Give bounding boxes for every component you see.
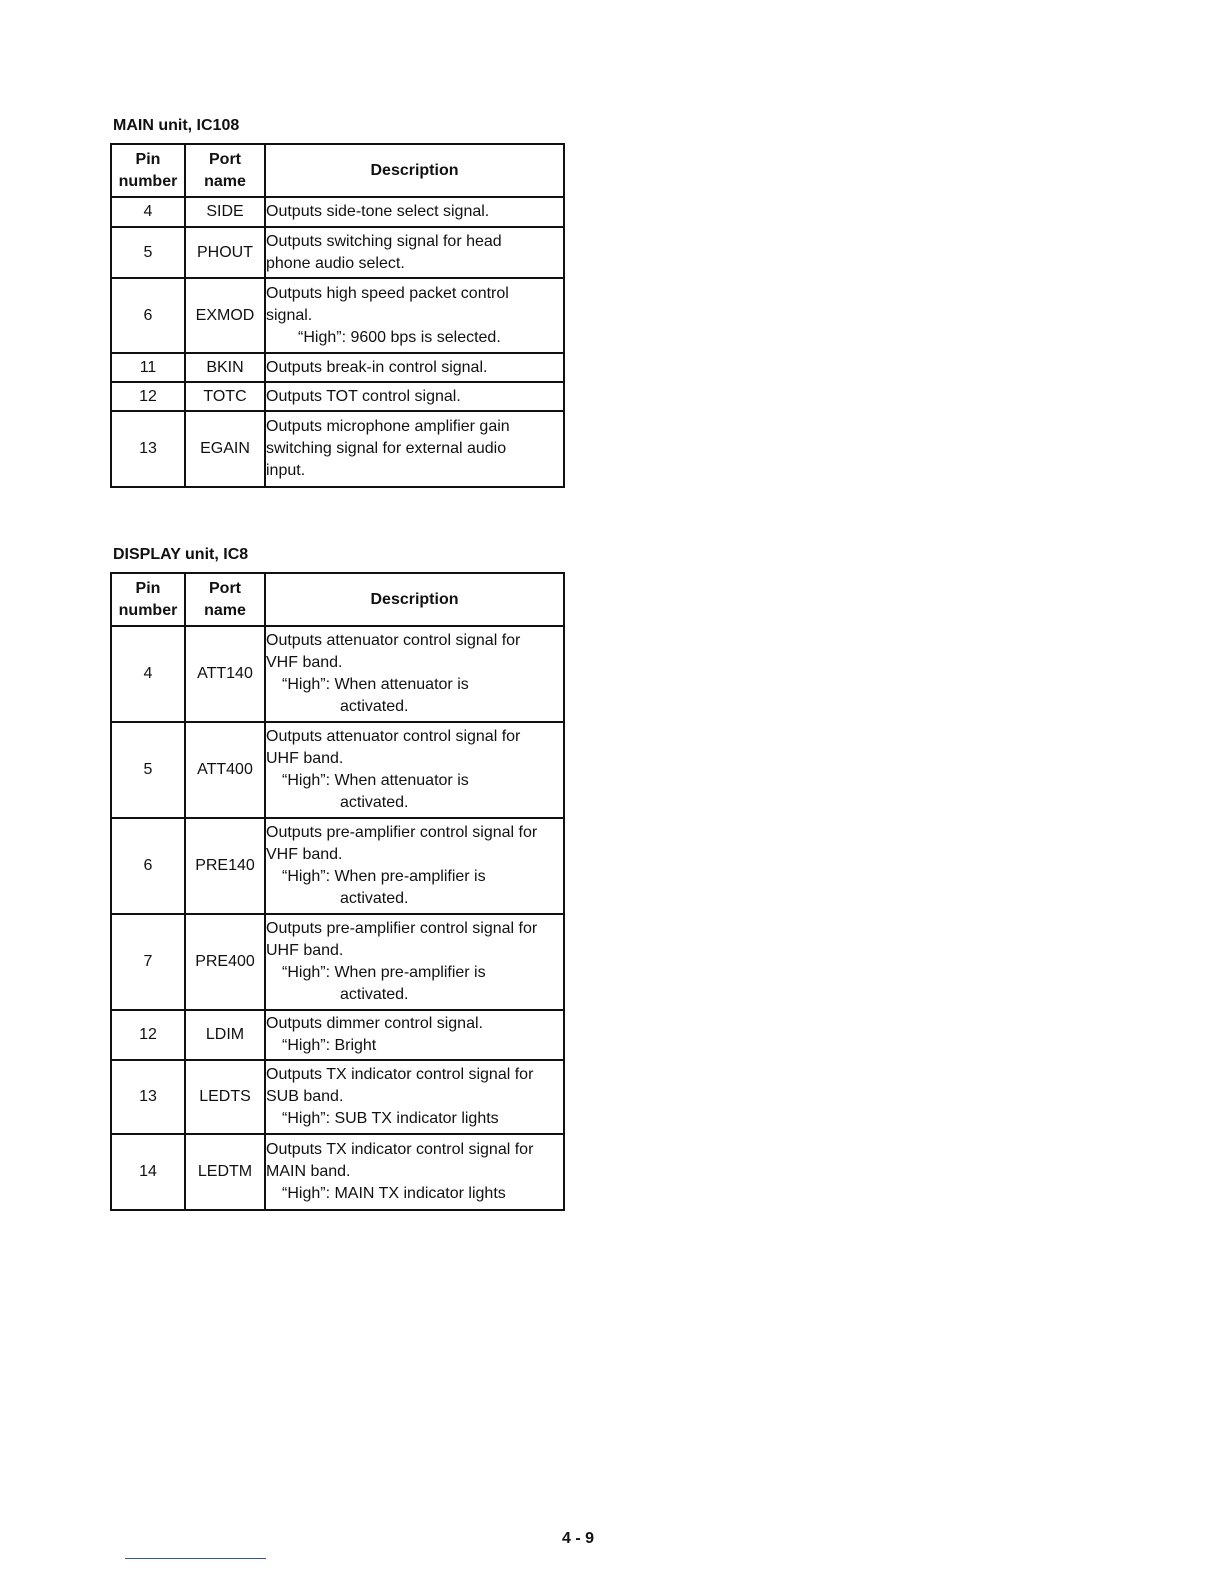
main-unit-table bbox=[110, 143, 565, 488]
table-row bbox=[111, 1010, 564, 1060]
pin-number: 5 bbox=[111, 227, 185, 278]
port-name: TOTC bbox=[185, 382, 265, 411]
pin-number: 13 bbox=[111, 411, 185, 487]
pin-number: 11 bbox=[111, 353, 185, 382]
pin-number-header: Pin number bbox=[111, 144, 185, 197]
high-condition: “High”: 9600 bps is selected. bbox=[298, 328, 501, 346]
table-row bbox=[111, 818, 564, 914]
description-header: Description bbox=[265, 144, 564, 197]
table-row bbox=[111, 197, 564, 227]
description: Outputs pre-amplifier control signal for VHF band. “High”: When pre-amplifier is activated. bbox=[265, 818, 564, 914]
port-name: ATT140 bbox=[185, 626, 265, 722]
port-name: LEDTS bbox=[185, 1060, 265, 1134]
table-row bbox=[111, 411, 564, 487]
table-row bbox=[111, 353, 564, 382]
high-condition: “High”: SUB TX indicator lights bbox=[282, 1110, 499, 1127]
table-row bbox=[111, 626, 564, 722]
pin-number: 13 bbox=[111, 1060, 185, 1134]
port-name: LDIM bbox=[185, 1010, 265, 1060]
high-condition: “High”: When attenuator is activated. bbox=[282, 676, 469, 715]
table-row bbox=[111, 1060, 564, 1134]
port-name: EGAIN bbox=[185, 411, 265, 487]
pin-number: 14 bbox=[111, 1134, 185, 1210]
table-row bbox=[111, 722, 564, 818]
footer-rule bbox=[125, 1558, 266, 1559]
high-condition: “High”: When pre-amplifier is activated. bbox=[282, 868, 486, 907]
port-name: SIDE bbox=[185, 197, 265, 227]
port-name: PRE400 bbox=[185, 914, 265, 1010]
port-name-header: Port name bbox=[185, 573, 265, 626]
description-header: Description bbox=[265, 573, 564, 626]
high-condition: “High”: When attenuator is activated. bbox=[282, 772, 469, 811]
table-row bbox=[111, 278, 564, 353]
description: Outputs side-tone select signal. bbox=[265, 197, 564, 227]
pin-number: 4 bbox=[111, 197, 185, 227]
description: Outputs break-in control signal. bbox=[265, 353, 564, 382]
description: Outputs TOT control signal. bbox=[265, 382, 564, 411]
display-unit-table bbox=[110, 572, 565, 1211]
high-condition: “High”: MAIN TX indicator lights bbox=[282, 1185, 506, 1202]
description: Outputs microphone amplifier gain switching signal for external audio input. bbox=[265, 411, 564, 487]
pin-number: 12 bbox=[111, 1010, 185, 1060]
pin-number: 5 bbox=[111, 722, 185, 818]
table-row bbox=[111, 227, 564, 278]
port-name-header: Port name bbox=[185, 144, 265, 197]
description: Outputs high speed packet control signal. “High”: 9600 bps is selected. bbox=[265, 278, 564, 353]
page-number: 4 - 9 bbox=[562, 1530, 595, 1547]
description: Outputs dimmer control signal. “High”: Bright bbox=[265, 1010, 564, 1060]
description: Outputs pre-amplifier control signal for UHF band. “High”: When pre-amplifier is activated. bbox=[265, 914, 564, 1010]
pin-number: 6 bbox=[111, 818, 185, 914]
port-name: BKIN bbox=[185, 353, 265, 382]
pin-number: 6 bbox=[111, 278, 185, 353]
pin-number: 12 bbox=[111, 382, 185, 411]
port-name: PHOUT bbox=[185, 227, 265, 278]
high-condition: “High”: When pre-amplifier is activated. bbox=[282, 964, 486, 1003]
pin-number-header: Pin number bbox=[111, 573, 185, 626]
table-header-row bbox=[111, 573, 564, 626]
description: Outputs TX indicator control signal for MAIN band. “High”: MAIN TX indicator lights bbox=[265, 1134, 564, 1210]
description: Outputs attenuator control signal for VHF band. “High”: When attenuator is activated. bbox=[265, 626, 564, 722]
description: Outputs switching signal for head phone audio select. bbox=[265, 227, 564, 278]
table-row bbox=[111, 382, 564, 411]
table-row bbox=[111, 914, 564, 1010]
display-unit-title: DISPLAY unit, IC8 bbox=[113, 546, 249, 563]
port-name: EXMOD bbox=[185, 278, 265, 353]
description: Outputs TX indicator control signal for SUB band. “High”: SUB TX indicator lights bbox=[265, 1060, 564, 1134]
port-name: PRE140 bbox=[185, 818, 265, 914]
description: Outputs attenuator control signal for UHF band. “High”: When attenuator is activated. bbox=[265, 722, 564, 818]
main-unit-title: MAIN unit, IC108 bbox=[113, 117, 240, 134]
pin-number: 4 bbox=[111, 626, 185, 722]
port-name: ATT400 bbox=[185, 722, 265, 818]
table-header-row bbox=[111, 144, 564, 197]
port-name: LEDTM bbox=[185, 1134, 265, 1210]
high-condition: “High”: Bright bbox=[282, 1037, 377, 1054]
table-row bbox=[111, 1134, 564, 1210]
pin-number: 7 bbox=[111, 914, 185, 1010]
